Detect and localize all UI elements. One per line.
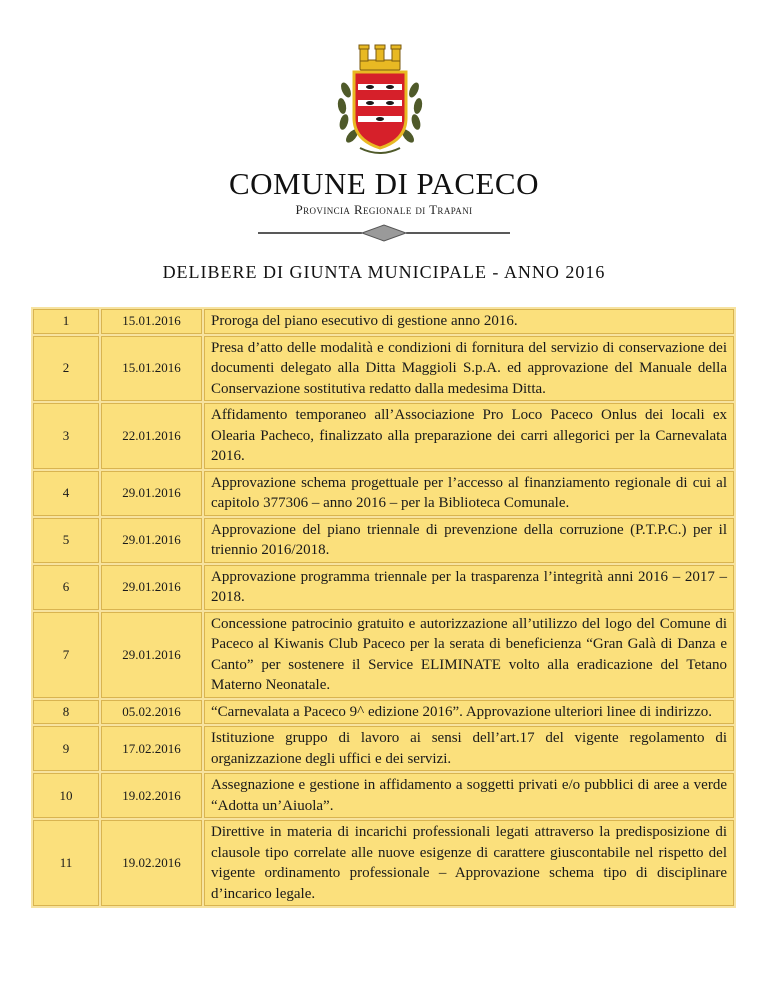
row-date: 19.02.2016 [101,773,202,818]
row-date: 15.01.2016 [101,309,202,334]
table-row [33,700,734,725]
coat-of-arms-icon [330,40,430,160]
row-number: 6 [33,565,99,610]
row-number: 10 [33,773,99,818]
row-date: 15.01.2016 [101,336,202,402]
table-row [33,565,734,610]
section-heading: DELIBERE DI GIUNTA MUNICIPALE - ANNO 2016 [162,262,606,282]
row-subject: Assegnazione e gestione in affidamento a soggetti privati e/o pubblici di aree a verde “Adotta un’Aiuola”. [204,773,734,818]
table-row [33,820,734,906]
deliberations-table [31,307,736,908]
row-date: 19.02.2016 [101,820,202,906]
table-row [33,773,734,818]
row-date: 29.01.2016 [101,565,202,610]
ornamental-divider [258,222,510,244]
table-row [33,518,734,563]
page-title: COMUNE DI PACECO [228,166,539,201]
table-row [33,336,734,402]
row-number: 1 [33,309,99,334]
row-subject: Approvazione schema progettuale per l’accesso al finanziamento regionale di cui al capitolo 377306 – anno 2016 – per la Biblioteca Comunale. [204,471,734,516]
row-number: 9 [33,726,99,771]
row-number: 7 [33,612,99,698]
table-row [33,612,734,698]
row-subject: Istituzione gruppo di lavoro ai sensi dell’art.17 del vigente regolamento di organizzazione degli uffici e dei servizi. [204,726,734,771]
row-number: 5 [33,518,99,563]
row-subject: Approvazione programma triennale per la trasparenza l’integrità anni 2016 – 2017 – 2018. [204,565,734,610]
row-number: 8 [33,700,99,725]
row-date: 05.02.2016 [101,700,202,725]
row-date: 29.01.2016 [101,612,202,698]
row-date: 29.01.2016 [101,471,202,516]
row-number: 11 [33,820,99,906]
row-date: 22.01.2016 [101,403,202,469]
row-date: 29.01.2016 [101,518,202,563]
row-number: 2 [33,336,99,402]
row-number: 4 [33,471,99,516]
row-subject: Affidamento temporaneo all’Associazione Pro Loco Paceco Onlus dei locali ex Olearia Pacheco, finalizzato alla preparazione dei carri allegorici per la Carnevalata 2016. [204,403,734,469]
row-subject: Concessione patrocinio gratuito e autorizzazione all’utilizzo del logo del Comune di Paceco al Kiwanis Club Paceco per la serata di beneficienza “Gran Galà di Danza e Canto” per sostenere il Service ELIMINATE volto alla eradicazione del Tetano Materno Neonatale. [204,612,734,698]
table-row [33,309,734,334]
row-date: 17.02.2016 [101,726,202,771]
row-subject: “Carnevalata a Paceco 9^ edizione 2016”. Approvazione ulteriori linee di indirizzo. [204,700,734,725]
row-subject: Proroga del piano esecutivo di gestione anno 2016. [204,309,734,334]
table-row [33,726,734,771]
table-row [33,403,734,469]
row-number: 3 [33,403,99,469]
table-row [33,471,734,516]
row-subject: Approvazione del piano triennale di prevenzione della corruzione (P.T.P.C.) per il triennio 2016/2018. [204,518,734,563]
row-subject: Presa d’atto delle modalità e condizioni di fornitura del servizio di conservazione dei documenti delegato alla Ditta Maggioli S.p.A. ed approvazione del Manuale della Conservazione sostitutiva redatto dalla medesima Ditta. [204,336,734,402]
row-subject: Direttive in materia di incarichi professionali legati attraverso la predisposizione di clausole tipo correlate alle nuove esigenze di carattere giuscontabile nel rispetto del vigente ordinamento professionale – Approvazione schema tipo di disciplinare d’incarico legale. [204,820,734,906]
page-subtitle: Provincia Regionale di Trapani [295,202,473,217]
